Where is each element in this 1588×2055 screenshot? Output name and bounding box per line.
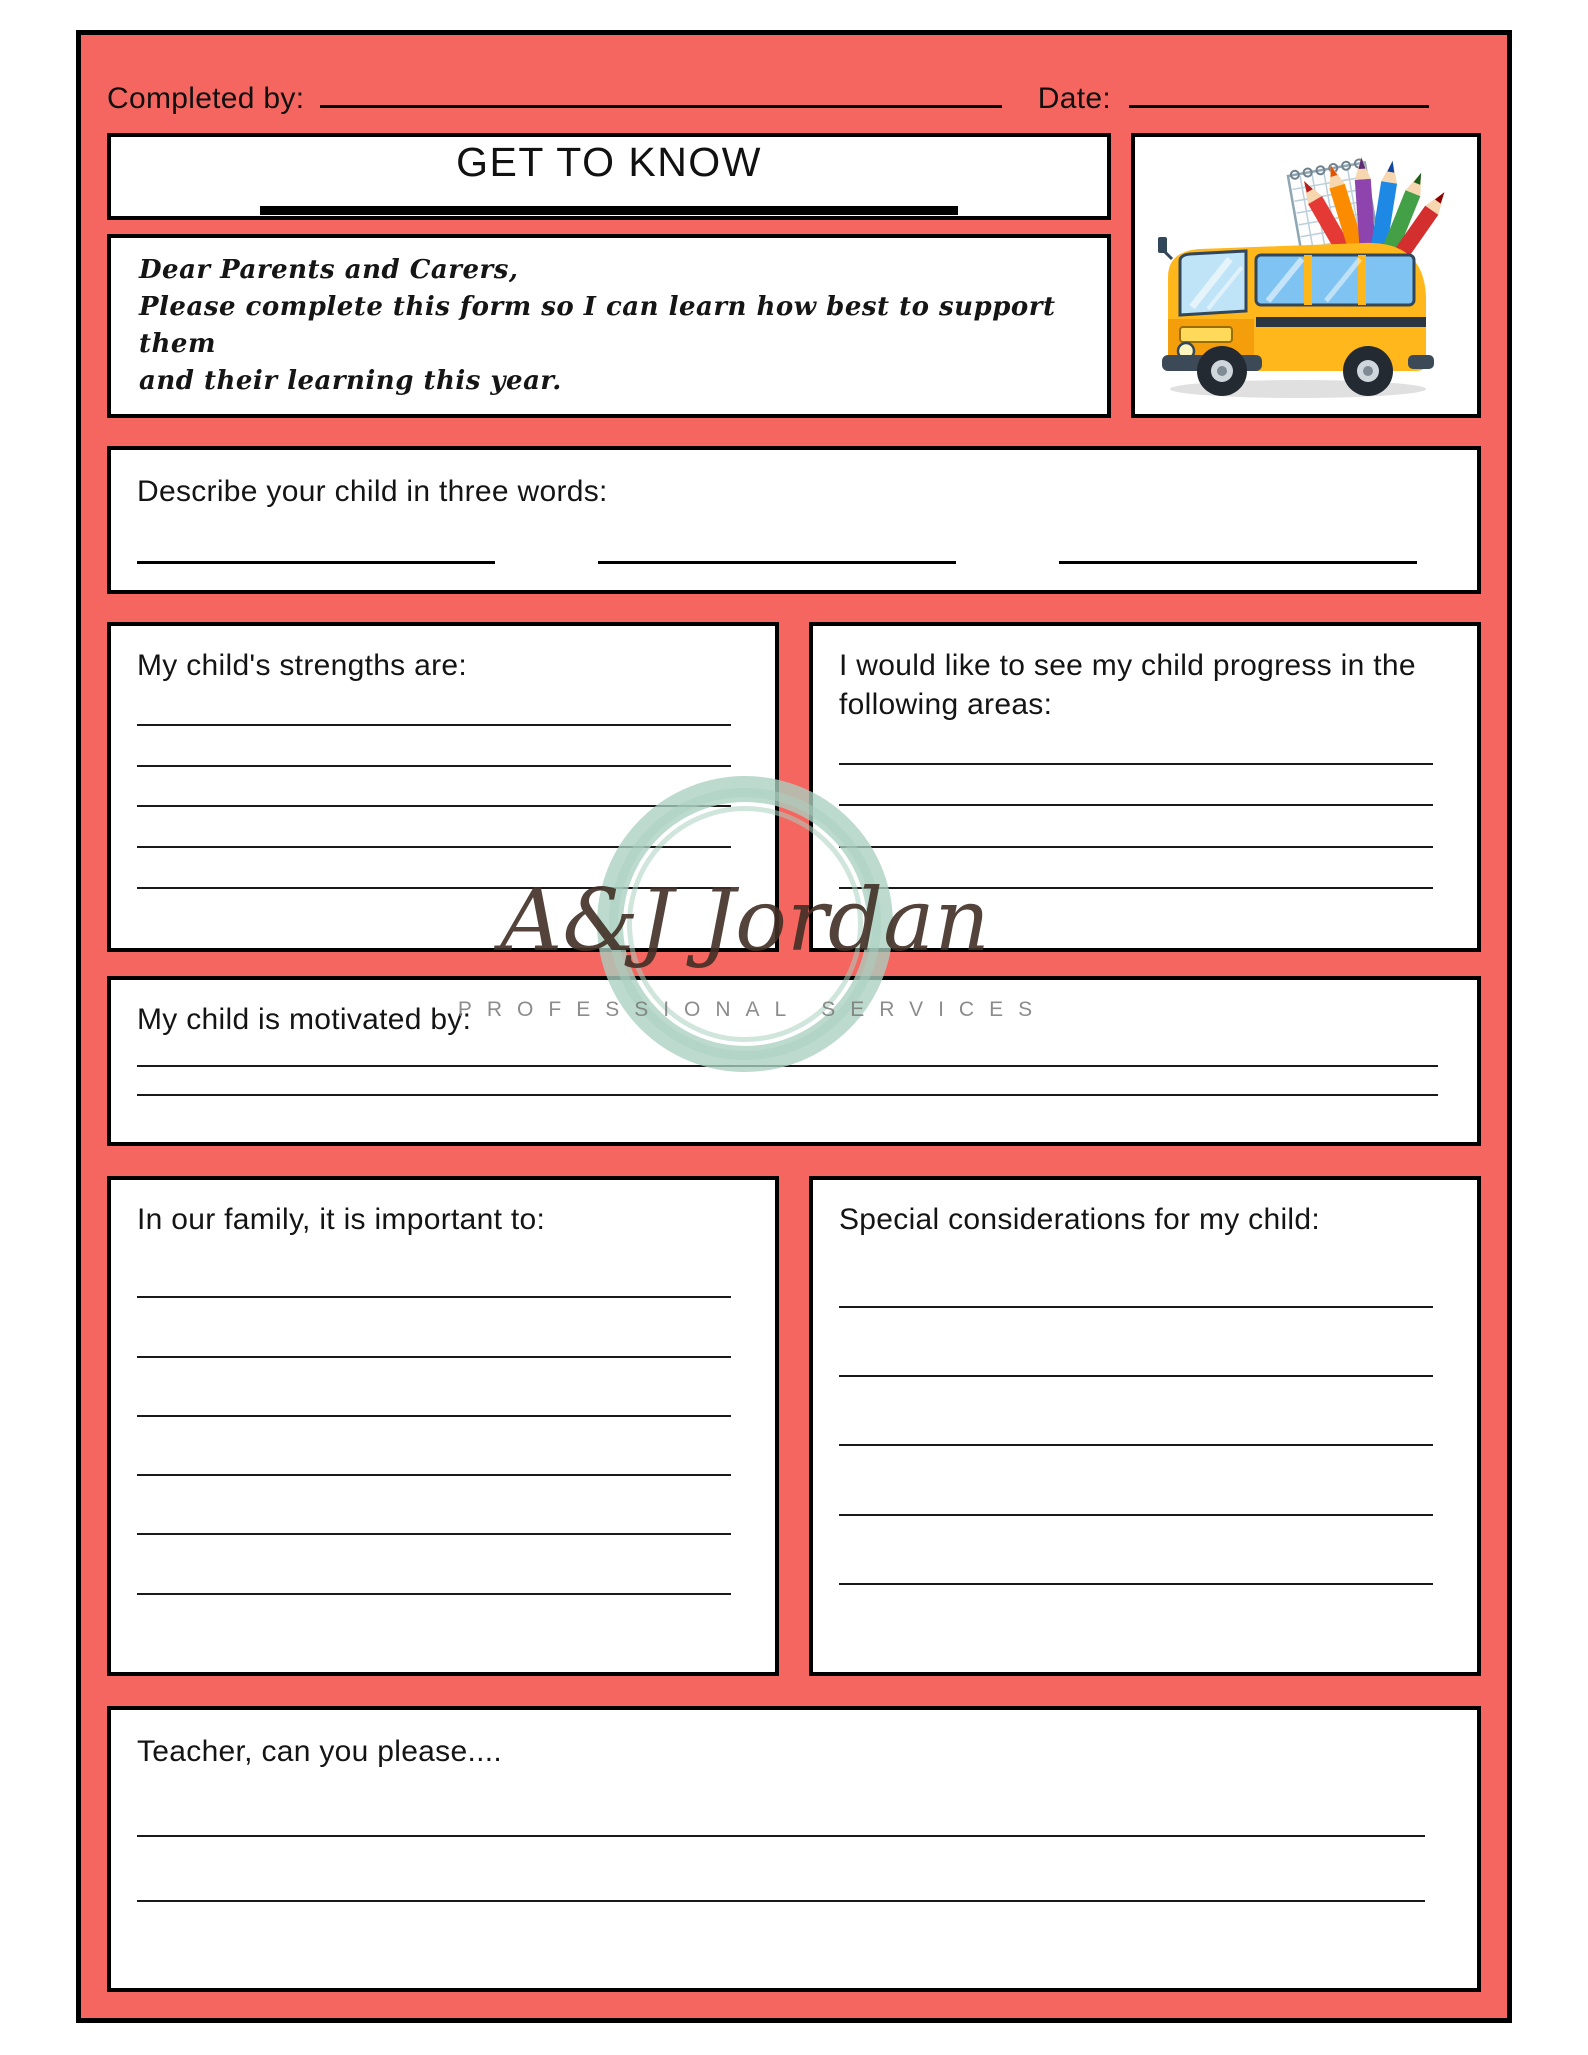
write-line[interactable]: [839, 1306, 1433, 1308]
special-considerations-section: [809, 1176, 1481, 1676]
word-blank-line[interactable]: [598, 561, 956, 564]
parent-letter: [107, 234, 1111, 418]
write-line[interactable]: [137, 1835, 1425, 1837]
write-line[interactable]: [839, 1514, 1433, 1516]
write-line[interactable]: [137, 724, 731, 726]
date-line[interactable]: [1129, 105, 1429, 108]
progress-label: I would like to see my child progress in the following areas:: [839, 649, 1416, 721]
word-blank-line[interactable]: [137, 561, 495, 564]
write-line[interactable]: [137, 846, 731, 848]
write-line[interactable]: [839, 763, 1433, 765]
date-label: Date:: [1037, 82, 1111, 115]
motivated-section: [107, 976, 1481, 1146]
write-line[interactable]: [137, 1900, 1425, 1902]
motivated-lines: [137, 1039, 1451, 1122]
title-letter-column: [107, 133, 1111, 418]
completed-by-line[interactable]: [320, 105, 1001, 108]
watermark-subtitle: PROFESSIONAL SERVICES: [457, 998, 1048, 1021]
motivated-label: My child is motivated by:: [137, 1003, 472, 1036]
write-line[interactable]: [137, 1296, 731, 1298]
write-line[interactable]: [137, 1474, 731, 1476]
form-title: GET TO KNOW: [456, 138, 762, 185]
write-line[interactable]: [137, 887, 731, 889]
letter-line: Please complete this form so I can learn how best to support them: [139, 292, 1056, 360]
describe-child-section: [107, 446, 1481, 594]
header-row: [107, 61, 1481, 115]
form-page: [76, 30, 1512, 2023]
progress-lines: [839, 724, 1451, 928]
write-line[interactable]: [839, 1375, 1433, 1377]
teacher-request-section: [107, 1706, 1481, 1992]
family-values-label: In our family, it is important to:: [137, 1203, 546, 1236]
family-values-section: [107, 1176, 779, 1676]
school-bus-icon: [1158, 237, 1434, 398]
strengths-section: [107, 622, 779, 952]
title-box: [107, 133, 1111, 220]
write-line[interactable]: [137, 1356, 731, 1358]
write-line[interactable]: [839, 1583, 1433, 1585]
three-words-blanks: [137, 561, 1417, 564]
write-line[interactable]: [839, 804, 1433, 806]
family-special-row: [107, 1176, 1481, 1676]
word-blank-line[interactable]: [1059, 561, 1417, 564]
illustration-box: [1131, 133, 1481, 418]
write-line[interactable]: [839, 846, 1433, 848]
child-name-line[interactable]: [260, 206, 957, 215]
letter-line: and their learning this year.: [139, 366, 562, 397]
letter-line: Dear Parents and Carers,: [139, 255, 519, 286]
write-line[interactable]: [137, 1593, 731, 1595]
top-row: [107, 133, 1481, 418]
write-line[interactable]: [137, 1065, 1438, 1067]
describe-child-label: Describe your child in three words:: [137, 475, 608, 508]
watermark-logo-text: A&J Jordan: [500, 871, 990, 971]
write-line[interactable]: [839, 1444, 1433, 1446]
write-line[interactable]: [137, 1415, 731, 1417]
teacher-request-lines: [137, 1771, 1451, 1966]
family-values-lines: [137, 1239, 749, 1652]
strengths-lines: [137, 685, 749, 928]
teacher-request-label: Teacher, can you please....: [137, 1735, 502, 1768]
write-line[interactable]: [839, 887, 1433, 889]
special-considerations-lines: [839, 1239, 1451, 1652]
write-line[interactable]: [137, 805, 731, 807]
write-line[interactable]: [137, 1533, 731, 1535]
progress-section: [809, 622, 1481, 952]
strengths-progress-row: [107, 622, 1481, 952]
strengths-label: My child's strengths are:: [137, 649, 468, 682]
special-considerations-label: Special considerations for my child:: [839, 1203, 1321, 1236]
write-line[interactable]: [137, 1094, 1438, 1096]
write-line[interactable]: [137, 765, 731, 767]
school-bus-illustration: [1156, 147, 1456, 405]
completed-by-label: Completed by:: [107, 82, 305, 115]
